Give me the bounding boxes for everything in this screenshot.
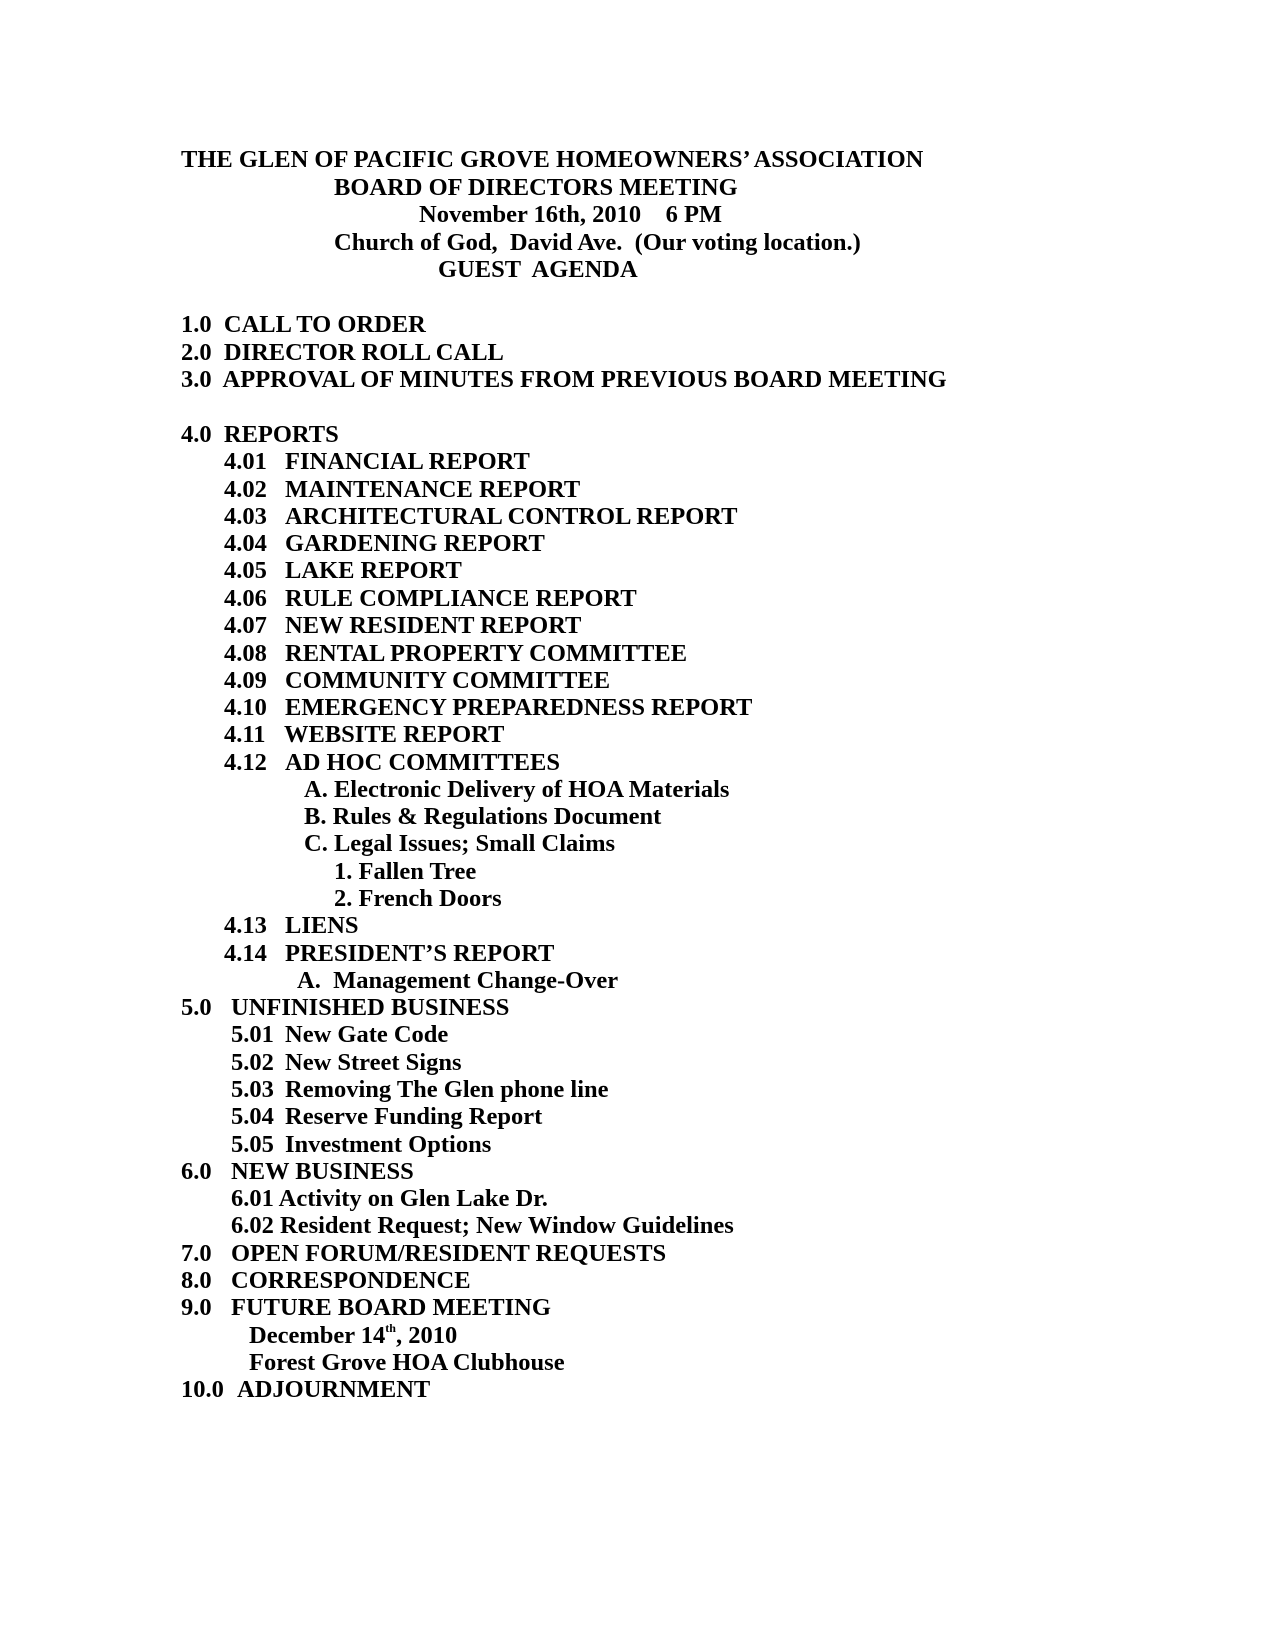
item-number: 5.03: [231, 1076, 274, 1103]
agenda-subitem-4-06: [224, 585, 637, 613]
item-label: COMMUNITY COMMITTEE: [285, 667, 611, 694]
item-number: 5.0: [181, 994, 212, 1021]
date-year: , 2010: [395, 1322, 458, 1349]
item-number: 10.0: [181, 1376, 224, 1403]
item-label: RULE COMPLIANCE REPORT: [285, 585, 637, 612]
item-label: MAINTENANCE REPORT: [285, 476, 581, 503]
item-label: ARCHITECTURAL CONTROL REPORT: [285, 503, 738, 530]
item-label: UNFINISHED BUSINESS: [231, 994, 510, 1021]
agenda-title: GUEST AGENDA: [438, 256, 638, 283]
item-number: 5.02: [231, 1049, 274, 1076]
item-number: 6.02: [231, 1212, 274, 1239]
item-number: 4.0: [181, 421, 212, 448]
item-label: AD HOC COMMITTEES: [285, 749, 560, 776]
agenda-item-10: [181, 1376, 431, 1404]
agenda-item-3: [181, 366, 947, 394]
agenda-subitem-4-07: [224, 612, 582, 640]
org-title: THE GLEN OF PACIFIC GROVE HOMEOWNERS’ ASSOCIATION: [181, 146, 924, 173]
agenda-subitem-5-01: [231, 1021, 449, 1049]
agenda-item-8: [181, 1267, 471, 1295]
agenda-subitem-4-11: [224, 721, 505, 749]
future-meeting-date: [249, 1322, 457, 1350]
date-ordinal-suffix: th: [385, 1320, 396, 1335]
item-number: 8.0: [181, 1267, 212, 1294]
item-label: CORRESPONDENCE: [231, 1267, 471, 1294]
agenda-subitem-4-12-c-1: 1. Fallen Tree: [334, 858, 477, 885]
agenda-item-2: [181, 339, 504, 367]
item-label: Reserve Funding Report: [285, 1103, 543, 1130]
agenda-subitem-5-02: [231, 1049, 462, 1077]
item-label: RENTAL PROPERTY COMMITTEE: [285, 640, 688, 667]
item-label: Removing The Glen phone line: [285, 1076, 609, 1103]
agenda-item-4: [181, 421, 339, 449]
item-label: NEW BUSINESS: [231, 1158, 414, 1185]
agenda-item-6: [181, 1158, 414, 1186]
item-number: 2.0: [181, 339, 212, 366]
item-number: 4.01: [224, 448, 267, 475]
agenda-item-9: [181, 1294, 551, 1322]
item-label: EMERGENCY PREPAREDNESS REPORT: [285, 694, 753, 721]
agenda-item-5: [181, 994, 510, 1022]
item-number: 5.04: [231, 1103, 274, 1130]
meeting-location: Church of God, David Ave. (Our voting location.): [334, 229, 861, 256]
item-number: 3.0: [181, 366, 212, 393]
agenda-subitem-4-14: [224, 940, 555, 968]
item-number: 4.04: [224, 530, 267, 557]
item-label: REPORTS: [223, 421, 339, 448]
agenda-subitem-5-05: [231, 1131, 492, 1159]
agenda-subitem-4-13: [224, 912, 359, 940]
agenda-subitem-6-02: [231, 1212, 734, 1240]
item-number: 4.08: [224, 640, 267, 667]
item-label: FUTURE BOARD MEETING: [231, 1294, 551, 1321]
item-number: 9.0: [181, 1294, 212, 1321]
agenda-subitem-4-02: [224, 476, 581, 504]
item-label: LAKE REPORT: [285, 557, 462, 584]
agenda-subitem-4-10: [224, 694, 753, 722]
item-number: 4.14: [224, 940, 267, 967]
agenda-item-7: [181, 1240, 667, 1268]
item-number: 4.06: [224, 585, 267, 612]
agenda-subitem-4-01: [224, 448, 530, 476]
agenda-subitem-4-14-a: A. Management Change-Over: [297, 967, 619, 994]
meeting-date-time: November 16th, 2010 6 PM: [419, 201, 723, 228]
agenda-subitem-4-12-c: C. Legal Issues; Small Claims: [304, 830, 616, 857]
item-number: 4.03: [224, 503, 267, 530]
agenda-subitem-4-12-a: A. Electronic Delivery of HOA Materials: [304, 776, 730, 803]
agenda-subitem-4-04: [224, 530, 545, 558]
item-label: New Street Signs: [285, 1049, 462, 1076]
item-number: 4.07: [224, 612, 267, 639]
item-label: GARDENING REPORT: [285, 530, 545, 557]
agenda-subitem-4-12: [224, 749, 560, 777]
agenda-subitem-4-09: [224, 667, 611, 695]
item-number: 6.01: [231, 1185, 274, 1212]
item-label: OPEN FORUM/RESIDENT REQUESTS: [231, 1240, 667, 1267]
item-number: 4.10: [224, 694, 267, 721]
agenda-subitem-4-12-c-2: 2. French Doors: [334, 885, 502, 912]
item-number: 4.09: [224, 667, 267, 694]
agenda-subitem-4-12-b: B. Rules & Regulations Document: [304, 803, 662, 830]
agenda-subitem-6-01: [231, 1185, 548, 1213]
date-text: December 14: [249, 1322, 386, 1349]
item-number: 5.05: [231, 1131, 274, 1158]
item-label: Resident Request; New Window Guidelines: [280, 1212, 734, 1239]
meeting-title: BOARD OF DIRECTORS MEETING: [334, 174, 738, 201]
item-label: APPROVAL OF MINUTES FROM PREVIOUS BOARD MEETING: [222, 366, 947, 393]
agenda-subitem-4-08: [224, 640, 688, 668]
item-number: 4.02: [224, 476, 267, 503]
agenda-subitem-5-03: [231, 1076, 609, 1104]
item-label: ADJOURNMENT: [237, 1376, 431, 1403]
item-number: 5.01: [231, 1021, 274, 1048]
item-label: FINANCIAL REPORT: [285, 448, 530, 475]
item-number: 6.0: [181, 1158, 212, 1185]
agenda-subitem-4-03: [224, 503, 738, 531]
item-label: Activity on Glen Lake Dr.: [278, 1185, 548, 1212]
item-label: New Gate Code: [285, 1021, 449, 1048]
item-label: Investment Options: [285, 1131, 492, 1158]
item-label: DIRECTOR ROLL CALL: [223, 339, 504, 366]
future-meeting-place: Forest Grove HOA Clubhouse: [249, 1349, 565, 1376]
agenda-item-1: [181, 311, 426, 339]
item-number: 1.0: [181, 311, 212, 338]
item-label: LIENS: [285, 912, 359, 939]
item-label: WEBSITE REPORT: [284, 721, 505, 748]
agenda-subitem-5-04: [231, 1103, 543, 1131]
agenda-subitem-4-05: [224, 557, 462, 585]
item-number: 4.11: [224, 721, 266, 748]
item-number: 4.05: [224, 557, 267, 584]
item-number: 7.0: [181, 1240, 212, 1267]
item-number: 4.13: [224, 912, 267, 939]
item-label: CALL TO ORDER: [223, 311, 426, 338]
item-number: 4.12: [224, 749, 267, 776]
item-label: PRESIDENT’S REPORT: [285, 940, 555, 967]
item-label: NEW RESIDENT REPORT: [285, 612, 582, 639]
